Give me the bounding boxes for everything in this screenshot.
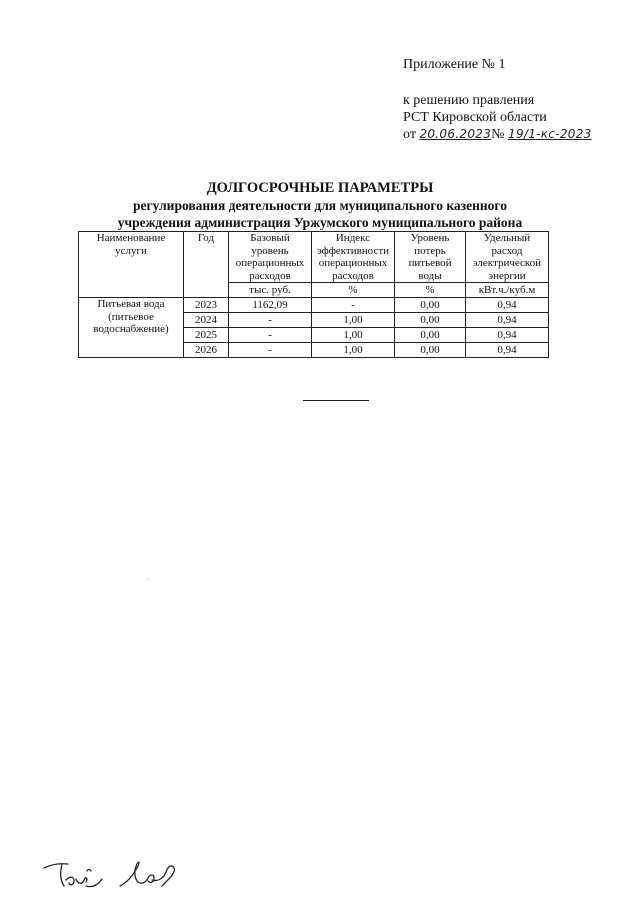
row-base: -: [229, 343, 312, 358]
scan-speck: [147, 578, 148, 579]
row-loss: 0,00: [395, 343, 466, 358]
end-divider-line: [303, 400, 369, 401]
document-subtitle-line2: учреждения администрация Уржумского муниципального района: [117, 215, 523, 230]
appendix-date: 20.06.2023: [419, 127, 492, 141]
document-title: ДОЛГОСРОЧНЫЕ ПАРАМЕТРЫ: [206, 180, 434, 196]
row-base: 1162,09: [229, 298, 312, 313]
row-year: 2026: [184, 343, 229, 358]
row-loss: 0,00: [395, 298, 466, 313]
row-index: 1,00: [312, 328, 395, 343]
signature-2: [120, 862, 174, 886]
row-base: -: [229, 313, 312, 328]
header-base: Базовый уровень операционных расходов: [229, 232, 312, 283]
row-loss: 0,00: [395, 328, 466, 343]
unit-base: тыс. руб.: [229, 283, 312, 298]
appendix-block: [403, 56, 592, 143]
unit-electric: кВт.ч./куб.м: [466, 283, 549, 298]
row-year: 2024: [184, 313, 229, 328]
row-base: -: [229, 328, 312, 343]
document-heading: [0, 180, 640, 231]
row-electric: 0,94: [466, 298, 549, 313]
row-loss: 0,00: [395, 313, 466, 328]
row-index: 1,00: [312, 313, 395, 328]
appendix-date-line: [403, 126, 592, 143]
appendix-title: Приложение № 1: [403, 57, 506, 72]
header-service: Наименование услуги: [79, 232, 184, 298]
row-electric: 0,94: [466, 328, 549, 343]
handwritten-signatures: [42, 852, 202, 892]
header-loss: Уровень потерь питьевой воды: [395, 232, 466, 283]
row-year: 2023: [184, 298, 229, 313]
table-header-row: [79, 232, 549, 283]
appendix-decision-line: к решению правления: [403, 93, 535, 108]
table-row: [79, 298, 549, 313]
unit-loss: %: [395, 283, 466, 298]
signature-1: [44, 864, 102, 887]
appendix-date-prefix: от: [403, 127, 416, 142]
header-year: Год: [184, 232, 229, 298]
header-index: Индекс эффективности операционных расходов: [312, 232, 395, 283]
appendix-number-sign: №: [491, 127, 505, 142]
row-year: 2025: [184, 328, 229, 343]
appendix-number: 19/1-кс-2023: [508, 127, 592, 141]
row-electric: 0,94: [466, 313, 549, 328]
appendix-authority-line: РСТ Кировской области: [403, 110, 547, 125]
row-electric: 0,94: [466, 343, 549, 358]
service-name: Питьевая вода (питьевое водоснабжение): [79, 298, 184, 358]
row-index: 1,00: [312, 343, 395, 358]
document-subtitle-line1: регулирования деятельности для муниципального казенного: [133, 198, 507, 213]
header-electric: Удельный расход электрической энергии: [466, 232, 549, 283]
long-term-parameters-table: [78, 231, 549, 358]
unit-index: %: [312, 283, 395, 298]
row-index: -: [312, 298, 395, 313]
